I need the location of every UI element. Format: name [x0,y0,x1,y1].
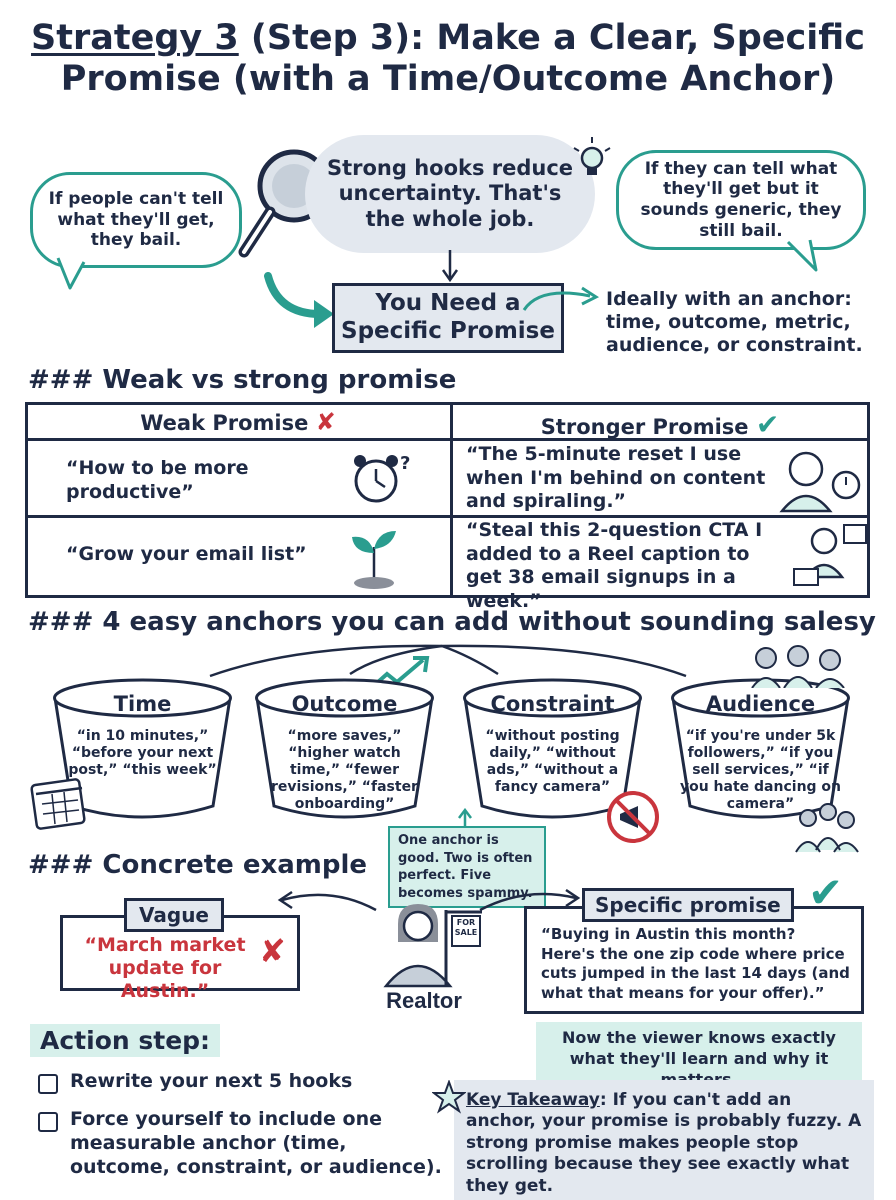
realtor-avatar [376,898,486,988]
title-strategy: Strategy 3 [31,18,239,58]
speech-bubble-left-text: If people can't tell what they'll get, they bail. [48,188,224,251]
action-item-2: Force yourself to include one measurable anchor (time, outcome, constraint, or audience). [70,1108,442,1178]
curved-arrow-teal-icon [262,272,342,332]
checkmark-icon: ✔ [755,408,780,441]
for-sale-sign-text: FOR SALE [454,918,478,937]
section-heading-example: ### Concrete example [28,850,368,880]
alarm-clock-icon [340,447,420,509]
speech-bubble-left-tail [50,256,100,292]
checkmark-icon: ✔ [808,868,844,917]
title-step: (Step 3): Make a Clear, Specific [238,18,865,58]
takeaway-text: : If you can't add an anchor, your promise is probably fuzzy. A strong promise makes people stop scrolling because they see exactly what they get. [466,1090,862,1196]
section-heading-weak-strong: ### Weak vs strong promise [28,365,457,395]
plant-sprout-icon [346,523,402,591]
table-header-weak-text: Weak Promise [140,411,309,435]
table-header-strong-text: Stronger Promise [540,415,749,439]
specific-promise-text: “Buying in Austin this month? Here's the one zip code where price cuts jumped in the last 14 days (and what that means for your offer).” [541,925,850,1002]
bucket-constraint-text: “without posting daily,” “without ads,” “without a fancy camera” [485,728,620,796]
thought-cloud-text: Strong hooks reduce uncertainty. That's the whole job. [326,156,574,231]
specific-promise-panel [524,906,864,1014]
bucket-audience-text: “if you're under 5k followers,” “if you sell services,” “if you hate dancing on camera” [679,728,842,813]
thought-cloud [305,135,595,253]
person-email-chart-icon [790,519,870,595]
bucket-constraint-label: Constraint [490,692,615,716]
crowd-icon [794,800,860,854]
key-takeaway [454,1080,874,1200]
bucket-audience-label: Audience [705,692,816,716]
action-item-1: Rewrite your next 5 hooks [70,1070,353,1092]
vague-label: Vague [124,898,224,932]
section-heading-anchors: ### 4 easy anchors you can add without sounding salesy [28,607,876,637]
vague-box-text: “March market update for Austin.” [84,934,246,1003]
anchor-tip-note: One anchor is good. Two is often perfect. Five becomes spammy. [388,826,546,908]
takeaway-label: Key Takeaway [466,1090,600,1110]
speech-bubble-right-tail [780,238,830,274]
table-row-1-strong: “The 5-minute reset I use when I'm behind on content and spiraling.” [466,443,766,513]
arrow-up-icon [455,808,475,830]
people-group-icon [748,642,858,688]
table-row-2-weak: “Grow your email list” [66,543,307,565]
anchor-bucket-audience [668,678,853,818]
checkbox-2[interactable] [38,1112,58,1132]
bucket-outcome-label: Outcome [291,692,398,716]
title-line-1 [20,18,876,59]
checkbox-1[interactable] [38,1074,58,1094]
bucket-time-label: Time [113,692,172,716]
svg-text:?: ? [400,453,411,474]
anchor-bucket-outcome [252,678,437,818]
bucket-outcome-text: “more saves,” “higher watch time,” “fewer revisions,” “faster onboarding” [271,728,418,813]
table-header-weak [28,408,448,436]
arrow-down-icon [440,248,460,284]
person-stopwatch-icon [776,445,866,513]
page-title [20,18,876,101]
table-header-strong [453,408,867,441]
no-megaphone-icon [604,788,662,846]
arrow-left-icon [272,884,382,914]
table-row-2-strong: “Steal this 2-question CTA I added to a Reel caption to get 38 email signups in a week.” [466,519,763,612]
action-heading: Action step: [30,1024,220,1057]
speech-bubble-right-text: If they can tell what they'll get but it sounds generic, they still bail. [640,158,842,241]
bucket-time-text: “in 10 minutes,” “before your next post,” “this week” [68,728,217,779]
cross-icon: ✘ [315,408,336,436]
specific-promise-box-text: You Need a Specific Promise [341,290,555,344]
realtor-label: Realtor [386,988,462,1013]
speech-bubble-left [30,172,242,268]
viewer-note: Now the viewer knows exactly what they'll learn and why it [536,1022,862,1096]
specific-promise-label: Specific promise [582,888,794,922]
calendar-icon [28,770,92,834]
promise-table [25,402,870,612]
speech-bubble-right [616,150,866,250]
arrow-right-teal-icon [520,282,602,316]
cross-icon: ✘ [259,932,286,970]
star-burst-icon [432,1080,466,1114]
anchor-note: Ideally with an anchor: time, outcome, metric, audience, or constraint. [606,288,863,357]
title-line-2: Promise (with a Time/Outcome Anchor) [60,59,836,100]
lightbulb-icon [568,134,616,186]
table-row-1-weak: “How to be more productive” [66,457,249,503]
